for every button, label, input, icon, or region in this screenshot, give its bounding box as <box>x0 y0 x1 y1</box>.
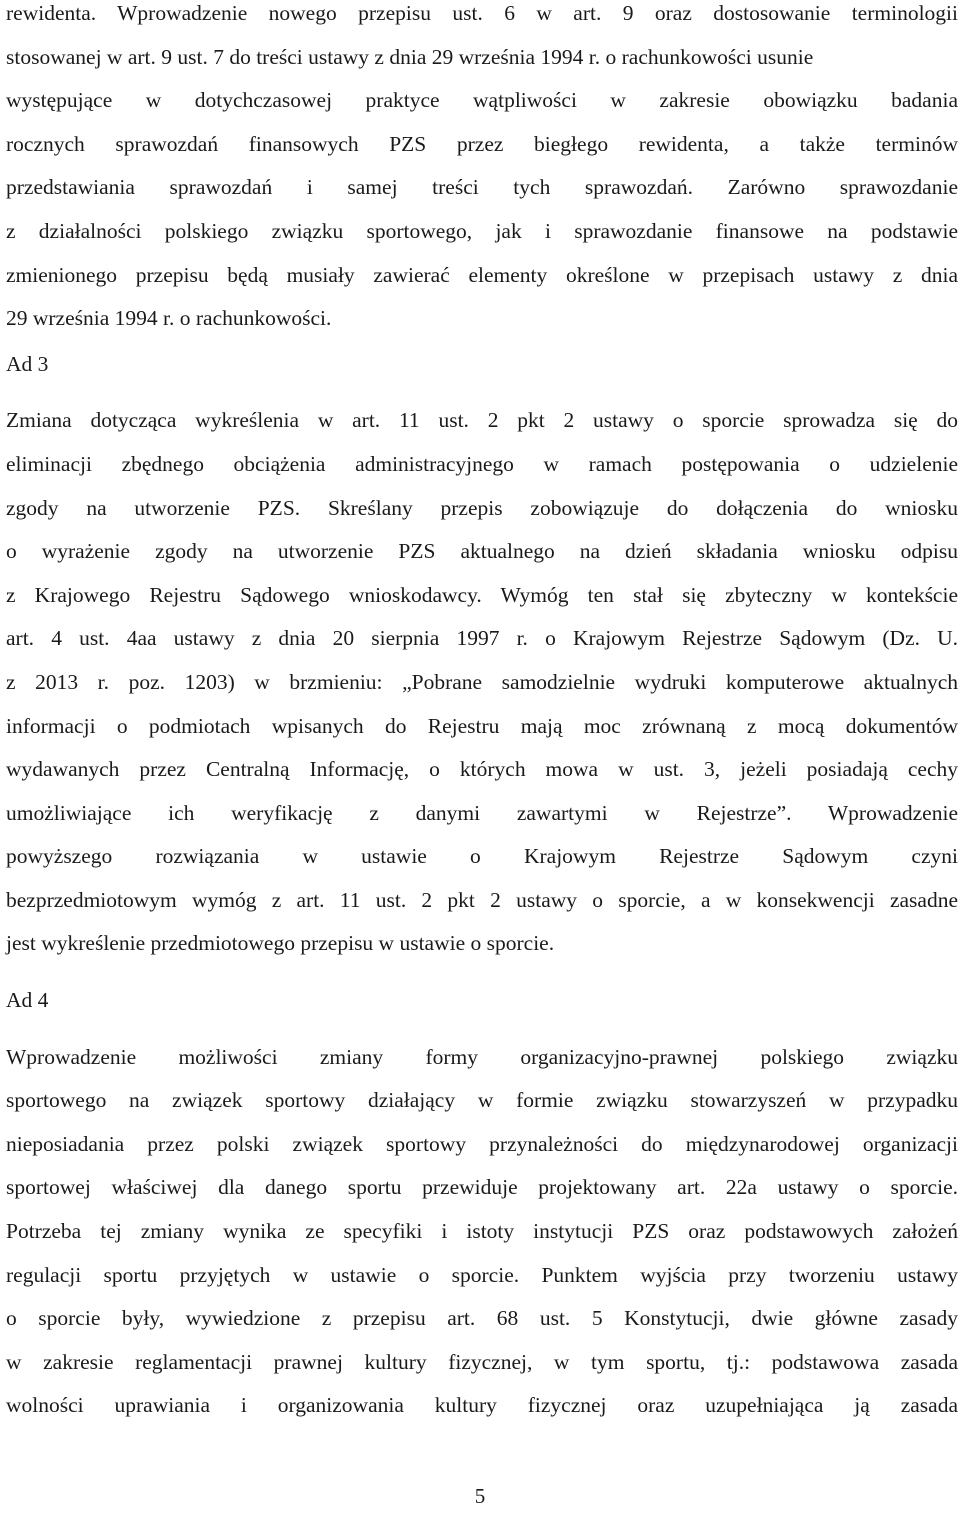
text-line: o wyrażenie zgody na utworzenie PZS aktualnego na dzień składania wniosku odpisu <box>6 539 958 564</box>
text-line: stosowanej w art. 9 ust. 7 do treści ustawy z dnia 29 września 1994 r. o rachunkowości usunie <box>6 44 814 69</box>
text-line: występujące w dotychczasowej praktyce wątpliwości w zakresie obowiązku badania <box>6 88 958 113</box>
text-line: art. 4 ust. 4aa ustawy z dnia 20 sierpnia 1997 r. o Krajowym Rejestrze Sądowym (Dz. U. <box>6 626 958 651</box>
text-line: o sporcie były, wywiedzione z przepisu art. 68 ust. 5 Konstytucji, dwie główne zasady <box>6 1306 958 1331</box>
page-number: 5 <box>474 1484 486 1508</box>
text-line: sportowej właściwej dla danego sportu przewiduje projektowany art. 22a ustawy o sporcie. <box>6 1175 958 1200</box>
text-line: regulacji sportu przyjętych w ustawie o sporcie. Punktem wyjścia przy tworzeniu ustawy <box>6 1262 958 1287</box>
text-line: przedstawiania sprawozdań i samej treści tych sprawozdań. Zarówno sprawozdanie <box>6 175 958 200</box>
text-line: Zmiana dotycząca wykreślenia w art. 11 ust. 2 pkt 2 ustawy o sporcie sprowadza się do <box>6 408 958 433</box>
text-line: sportowego na związek sportowy działający w formie związku stowarzyszeń w przypadku <box>6 1088 958 1113</box>
text-line: informacji o podmiotach wpisanych do Rejestru mają moc zrównaną z mocą dokumentów <box>6 713 958 738</box>
text-line: z Krajowego Rejestru Sądowego wnioskodawcy. Wymóg ten stał się zbyteczny w kontekście <box>6 582 958 607</box>
text-line: powyższego rozwiązania w ustawie o Krajowym Rejestrze Sądowym czyni <box>6 844 958 869</box>
paragraph-ad3 <box>6 399 958 966</box>
text-line: Potrzeba tej zmiany wynika ze specyfiki i istoty instytucji PZS oraz podstawowych założeń <box>6 1219 958 1244</box>
text-line: z 2013 r. poz. 1203) w brzmieniu: „Pobrane samodzielnie wydruki komputerowe aktualnych <box>6 669 958 694</box>
text-line: rocznych sprawozdań finansowych PZS przez biegłego rewidenta, a także terminów <box>6 131 958 156</box>
text-line: bezprzedmiotowym wymóg z art. 11 ust. 2 pkt 2 ustawy o sporcie, a w konsekwencji zasadne <box>6 887 958 912</box>
text-line: rewidenta. Wprowadzenie nowego przepisu ust. 6 w art. 9 oraz dostosowanie terminologii <box>6 1 958 25</box>
text-line: 29 września 1994 r. o rachunkowości. <box>6 306 332 331</box>
paragraph-intro <box>6 0 958 341</box>
text-line: eliminacji zbędnego obciążenia administracyjnego w ramach postępowania o udzielenie <box>6 451 958 476</box>
section-heading-ad3: Ad 3 <box>6 351 49 376</box>
text-line: umożliwiające ich weryfikację z danymi zawartymi w Rejestrze”. Wprowadzenie <box>6 800 958 825</box>
text-line: Wprowadzenie możliwości zmiany formy organizacyjno-prawnej polskiego związku <box>6 1044 958 1069</box>
document-page <box>6 0 958 1428</box>
text-line: zmienionego przepisu będą musiały zawierać elementy określone w przepisach ustawy z dnia <box>6 262 958 287</box>
text-line: jest wykreślenie przedmiotowego przepisu w ustawie o sporcie. <box>6 931 555 956</box>
text-line: nieposiadania przez polski związek sportowy przynależności do międzynarodowej organizacji <box>6 1131 958 1156</box>
text-line: zgody na utworzenie PZS. Skreślany przepis zobowiązuje do dołączenia do wniosku <box>6 495 958 520</box>
paragraph-ad4 <box>6 1036 958 1428</box>
section-heading-ad4: Ad 4 <box>6 988 49 1013</box>
text-line: z działalności polskiego związku sportowego, jak i sprawozdanie finansowe na podstawie <box>6 218 958 243</box>
text-line: w zakresie reglamentacji prawnej kultury fizycznej, w tym sportu, tj.: podstawowa zasada <box>6 1349 958 1374</box>
text-line: wydawanych przez Centralną Informację, o których mowa w ust. 3, jeżeli posiadają cechy <box>6 757 958 782</box>
text-line: wolności uprawiania i organizowania kultury fizycznej oraz uzupełniająca ją zasada <box>6 1393 958 1418</box>
